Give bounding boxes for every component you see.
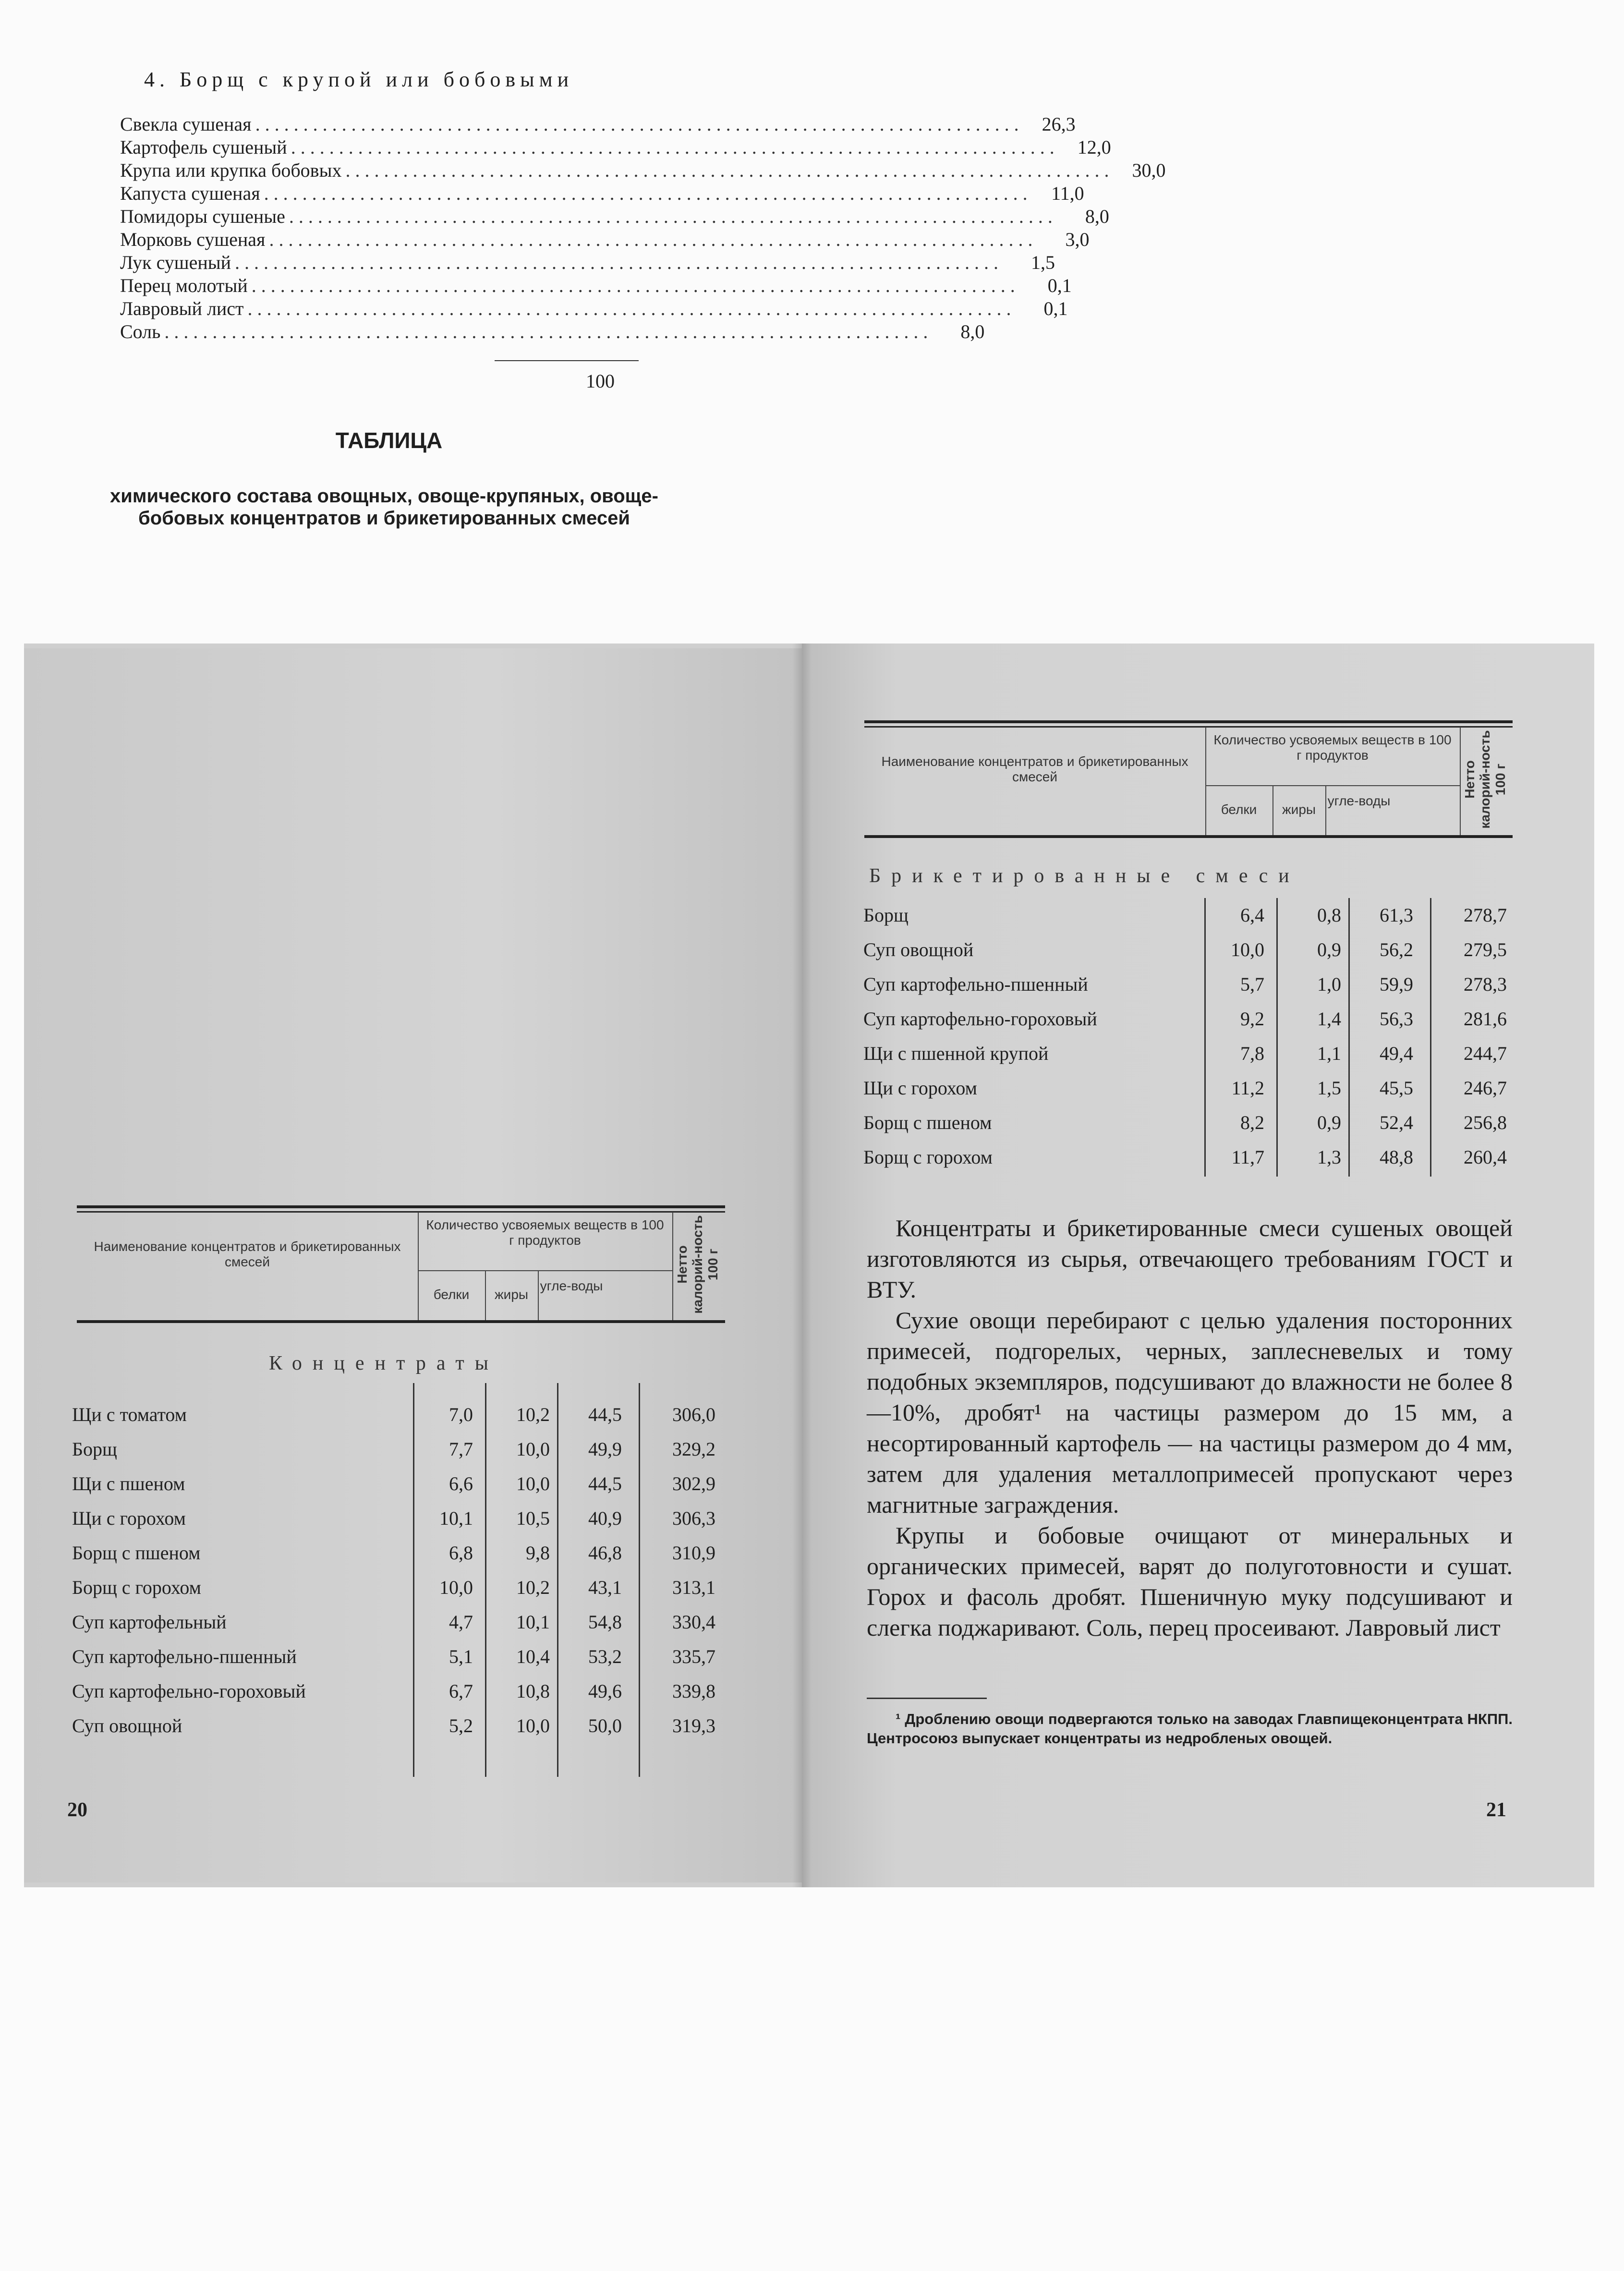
recipe-item-name: Лук сушеный [120,252,231,273]
cell-u: 46,8 [588,1542,622,1564]
table-header-right [864,720,1513,838]
recipe-item-name: Капуста сушеная [120,182,260,204]
cell-b: 10,0 [439,1577,473,1598]
cell-j: 10,2 [516,1404,550,1425]
table-row [863,1105,1516,1140]
cell-b: 6,8 [449,1542,473,1564]
row-name: Суп картофельно-пшенный [863,973,1088,995]
cell-k: 260,4 [1464,1146,1507,1168]
header-divider [672,1212,673,1320]
leader-dots: ................................................................................ [269,229,1038,250]
header-col-carbs: угле-воды [1327,793,1391,808]
cell-k: 310,9 [672,1542,715,1564]
leader-dots: ................................................................................ [247,298,1016,319]
cell-b: 7,0 [449,1404,473,1425]
cell-j: 9,8 [526,1542,550,1564]
row-name: Борщ [863,904,909,926]
cell-j: 10,4 [516,1646,550,1667]
header-divider [538,1270,539,1320]
table-row [863,1140,1516,1175]
table-row [72,1467,725,1501]
cell-b: 11,2 [1231,1077,1264,1099]
cell-b: 9,2 [1240,1008,1264,1030]
row-name: Борщ [72,1438,117,1460]
row-name: Борщ с пшеном [72,1542,201,1564]
recipe-item-value: 3,0 [1065,229,1090,250]
row-name: Борщ с горохом [72,1577,201,1598]
header-divider [1205,785,1460,786]
table-row [72,1605,725,1639]
row-name: Щи с пшенной крупой [863,1043,1049,1064]
body-text [867,1213,1513,1643]
cell-u: 44,5 [588,1473,622,1494]
row-name: Щи с пшеном [72,1473,185,1494]
header-name-col: Наименование концентратов и брикетированных смесей [881,754,1188,784]
cell-u: 56,2 [1380,939,1413,960]
cell-j: 1,0 [1317,973,1341,995]
table-row [72,1639,725,1674]
cell-u: 49,9 [588,1438,622,1460]
cell-k: 244,7 [1464,1043,1507,1064]
cell-j: 0,8 [1317,904,1341,926]
table-row [863,1036,1516,1071]
leader-dots: ................................................................................ [251,275,1020,296]
header-col-proteins: белки [433,1287,470,1302]
recipe-item [120,297,1068,320]
table-row [72,1432,725,1467]
section-label-briquettes: Брикетированные смеси [869,865,1300,887]
cell-b: 8,2 [1240,1112,1264,1133]
header-group: Количество усвояемых веществ в 100 г продуктов [426,1217,664,1248]
cell-k: 278,7 [1464,904,1507,926]
recipe-item-value: 26,3 [1042,113,1076,135]
cell-j: 10,0 [516,1438,550,1460]
cell-j: 10,1 [516,1611,550,1633]
recipe-item [120,274,1072,297]
table-row [863,898,1516,933]
cell-j: 1,3 [1317,1146,1341,1168]
cell-u: 44,5 [588,1404,622,1425]
cell-k: 278,3 [1464,973,1507,995]
page-number-right: 21 [1486,1799,1506,1821]
cell-u: 61,3 [1380,904,1413,926]
header-divider [1325,785,1326,835]
recipe-total-rule [495,360,639,361]
body-paragraph: Концентраты и брикетированные смеси сушеных овощей изготовляются из сырья, отвечающего требованиям ГОСТ и ВТУ. [867,1214,1513,1303]
footnote-text: ¹ Дроблению овощи подвергаются только на заводах Главпищеконцентрата НКПП. Центросоюз выпускает концентраты из недробленых овощей. [867,1711,1513,1747]
cell-j: 10,5 [516,1507,550,1529]
header-bottom-rule [77,1320,725,1323]
cell-k: 330,4 [672,1611,715,1633]
recipe-item-value: 11,0 [1051,182,1084,204]
table-row [72,1674,725,1709]
table-row [72,1536,725,1570]
recipe-item [120,205,1109,228]
header-group: Количество усвояемых веществ в 100 г продуктов [1213,732,1452,763]
leader-dots: ................................................................................ [264,182,1032,204]
table-row [72,1397,725,1432]
cell-u: 45,5 [1380,1077,1413,1099]
row-name: Суп картофельно-гороховый [863,1008,1097,1030]
page-number-left: 20 [67,1799,87,1821]
concentrates-table [72,1397,725,1796]
leader-dots: ................................................................................ [235,252,1004,273]
leader-dots: ................................................................................ [345,159,1114,181]
row-name: Борщ с пшеном [863,1112,992,1133]
row-name: Щи с горохом [72,1507,186,1529]
header-col-fats: жиры [494,1287,529,1302]
table-row [863,933,1516,967]
cell-b: 6,6 [449,1473,473,1494]
recipe-item [120,136,1111,159]
cell-k: 279,5 [1464,939,1507,960]
cell-j: 10,8 [516,1680,550,1702]
recipe-item [120,159,1166,182]
recipe-item-name: Помидоры сушеные [120,206,285,227]
header-col-carbs: угле-воды [540,1278,603,1293]
cell-j: 0,9 [1317,1112,1341,1133]
recipe-item [120,320,985,343]
row-name: Суп картофельный [72,1611,227,1633]
table-row [863,1071,1516,1105]
recipe-item-value: 12,0 [1077,136,1111,158]
cell-u: 43,1 [588,1577,622,1598]
body-paragraph: Сухие овощи перебирают с целью удаления посторонних примесей, подгорелых, черных, заплесневелых и тому подобных экземпляров, подсушивают до влажности не более 8—10%, дробят¹ на частицы размером до 15 мм, а несортированный картофель — на частицы размером до 4 мм, затем для удаления металлопримесей пропускают через магнитные заграждения. [867,1307,1513,1518]
cell-b: 6,4 [1240,904,1264,926]
cell-u: 49,6 [588,1680,622,1702]
table-row [863,1002,1516,1036]
cell-b: 7,8 [1240,1043,1264,1064]
cell-u: 50,0 [588,1715,622,1737]
cell-k: 246,7 [1464,1077,1507,1099]
footnote-rule [867,1698,987,1699]
header-col-calories: Нетто калорий-ность 100 г [675,1214,720,1314]
recipe-title: 4. Борщ с крупой или бобовыми [144,68,574,91]
recipe-item-name: Крупа или крупка бобовых [120,159,342,181]
cell-b: 5,1 [449,1646,473,1667]
table-row [72,1709,725,1743]
leader-dots: ................................................................................ [255,113,1024,135]
row-name: Суп картофельно-гороховый [72,1680,306,1702]
section-label-concentrates: Концентраты [269,1352,499,1374]
briquettes-table [863,898,1516,1186]
cell-u: 52,4 [1380,1112,1413,1133]
header-divider [418,1212,419,1320]
recipe-item-value: 0,1 [1047,275,1072,296]
cell-u: 59,9 [1380,973,1413,995]
cell-j: 10,0 [516,1473,550,1494]
header-top-rule-thin [77,1211,725,1213]
cell-k: 306,0 [672,1404,715,1425]
cell-k: 319,3 [672,1715,715,1737]
cell-j: 10,2 [516,1577,550,1598]
header-col-proteins: белки [1221,802,1257,817]
cell-b: 5,7 [1240,973,1264,995]
recipe-item-name: Лавровый лист [120,298,244,319]
recipe-item [120,182,1084,205]
header-divider [1460,727,1461,835]
recipe-item-value: 0,1 [1043,298,1068,319]
recipe-item-value: 8,0 [960,321,985,342]
cell-j: 1,5 [1317,1077,1341,1099]
leader-dots: ................................................................................ [289,206,1057,227]
table-subtitle: химического состава овощных, овоще-крупяных, овоще-бобовых концентратов и брикетированных смесей [110,486,658,529]
cell-u: 48,8 [1380,1146,1413,1168]
recipe-total: 100 [586,370,615,392]
header-top-rule [77,1205,725,1208]
cell-u: 49,4 [1380,1043,1413,1064]
recipe-item-value: 8,0 [1085,206,1109,227]
header-top-rule-thin [864,726,1513,728]
row-name: Щи с томатом [72,1404,187,1425]
leader-dots: ................................................................................ [164,321,933,342]
header-divider [418,1270,672,1271]
cell-k: 339,8 [672,1680,715,1702]
recipe-item-value: 1,5 [1031,252,1055,273]
header-name-col: Наименование концентратов и брикетированных смесей [94,1239,401,1269]
cell-b: 11,7 [1231,1146,1264,1168]
recipe-item-value: 30,0 [1132,159,1166,181]
cell-k: 335,7 [672,1646,715,1667]
header-divider [1205,727,1206,835]
recipe-item-name: Соль [120,321,161,342]
table-row [72,1570,725,1605]
row-name: Суп картофельно-пшенный [72,1646,297,1667]
leader-dots: ................................................................................ [291,136,1059,158]
cell-b: 10,1 [439,1507,473,1529]
recipe-list [120,113,1166,343]
cell-u: 40,9 [588,1507,622,1529]
row-name: Щи с горохом [863,1077,977,1099]
cell-k: 256,8 [1464,1112,1507,1133]
cell-k: 281,6 [1464,1008,1507,1030]
recipe-item-name: Перец молотый [120,275,248,296]
cell-k: 329,2 [672,1438,715,1460]
row-name: Суп овощной [863,939,974,960]
header-top-rule [864,720,1513,723]
cell-k: 313,1 [672,1577,715,1598]
recipe-item [120,251,1055,274]
cell-k: 302,9 [672,1473,715,1494]
row-name: Борщ с горохом [863,1146,993,1168]
recipe-item-name: Морковь сушеная [120,229,266,250]
cell-b: 6,7 [449,1680,473,1702]
cell-k: 306,3 [672,1507,715,1529]
header-col-fats: жиры [1282,802,1316,817]
cell-j: 1,4 [1317,1008,1341,1030]
header-bottom-rule [864,835,1513,838]
cell-u: 56,3 [1380,1008,1413,1030]
table-row [863,967,1516,1002]
book-fold [792,644,812,1887]
cell-u: 54,8 [588,1611,622,1633]
cell-j: 0,9 [1317,939,1341,960]
cell-b: 7,7 [449,1438,473,1460]
table-row [72,1501,725,1536]
body-paragraph: Крупы и бобовые очищают от минеральных и органических примесей, варят до полуготовности и сушат. Горох и фасоль дробят. Пшеничную муку подсушивают и слегка поджаривают. Соль, перец просеивают. Лавровый лист [867,1522,1513,1641]
cell-j: 10,0 [516,1715,550,1737]
footnote [867,1710,1513,1748]
cell-u: 53,2 [588,1646,622,1667]
cell-b: 4,7 [449,1611,473,1633]
row-name: Суп овощной [72,1715,182,1737]
cell-b: 10,0 [1231,939,1264,960]
table-header-left [77,1205,725,1323]
recipe-item-name: Свекла сушеная [120,113,252,135]
header-col-calories: Нетто калорий-ность 100 г [1462,729,1508,829]
recipe-item [120,113,1076,136]
cell-j: 1,1 [1317,1043,1341,1064]
table-title: ТАБЛИЦА [335,428,443,453]
cell-b: 5,2 [449,1715,473,1737]
recipe-item-name: Картофель сушеный [120,136,287,158]
recipe-item [120,228,1090,251]
